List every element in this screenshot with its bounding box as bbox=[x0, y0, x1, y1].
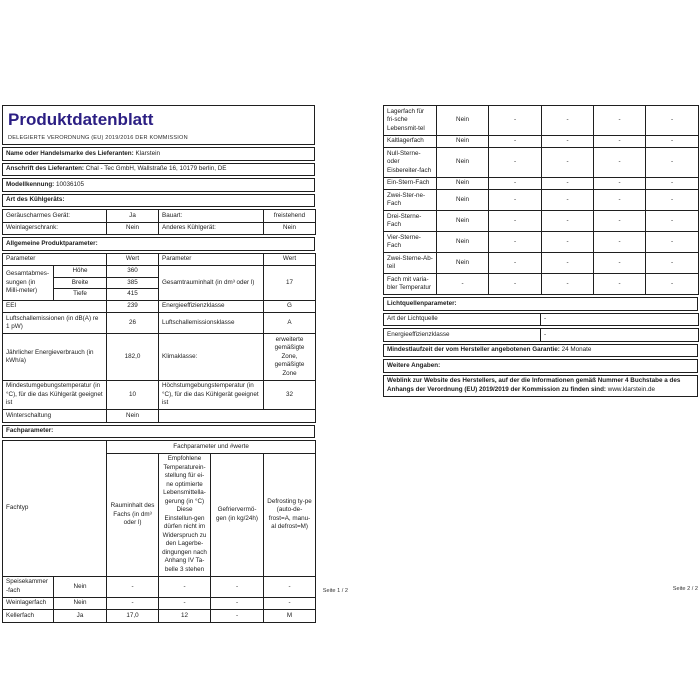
cell: Bauart: bbox=[159, 210, 264, 223]
cell: - bbox=[489, 253, 542, 274]
cell: - bbox=[264, 576, 316, 597]
cell: - bbox=[594, 274, 646, 295]
cell: - bbox=[107, 597, 159, 610]
cell: Nein bbox=[107, 222, 159, 235]
warranty-label: Mindestlaufzeit der vom Hersteller angebotenen Garantie: bbox=[387, 346, 560, 353]
cell: Ja bbox=[107, 210, 159, 223]
cell: - bbox=[159, 576, 211, 597]
cell: - bbox=[541, 313, 699, 326]
cell: Nein bbox=[54, 576, 107, 597]
cell: - bbox=[489, 106, 542, 136]
page-1 bbox=[2, 105, 315, 625]
title-box bbox=[2, 105, 315, 145]
cell: Anderes Kühlgerät: bbox=[159, 222, 264, 235]
energy-row bbox=[3, 334, 316, 381]
cell: - bbox=[489, 177, 542, 190]
table-row bbox=[384, 329, 699, 342]
temperature-row bbox=[3, 380, 316, 410]
cell: Parameter bbox=[159, 253, 264, 266]
cell: - bbox=[437, 274, 489, 295]
cell: - bbox=[489, 135, 542, 148]
cell: Null-Sterne- oder Eisbereiter-fach bbox=[384, 148, 437, 178]
page2-footer: Seite 2 / 2 bbox=[672, 586, 698, 592]
fachtyp-corner-cell: Fachtyp bbox=[3, 441, 107, 577]
cell: EEI bbox=[3, 300, 107, 313]
cell: Wert bbox=[107, 253, 159, 266]
more-info-header: Weitere Angaben: bbox=[384, 360, 698, 373]
cell: Geräuscharmes Gerät: bbox=[3, 210, 107, 223]
cell: Zwei-Ster-ne-Fach bbox=[384, 190, 437, 211]
cell: - bbox=[594, 106, 646, 136]
table-row bbox=[384, 232, 699, 253]
cell: Ein-Stern-Fach bbox=[384, 177, 437, 190]
cell: 17,0 bbox=[107, 610, 159, 623]
model-id-cell bbox=[3, 179, 315, 192]
light-source-header-row bbox=[383, 297, 698, 311]
compartment-parameters-table bbox=[2, 440, 316, 623]
cell: 385 bbox=[107, 277, 159, 289]
general-parameters-header: Allgemeine Produktparameter: bbox=[3, 238, 315, 251]
cell: - bbox=[646, 211, 699, 232]
cell: - bbox=[646, 253, 699, 274]
cell: Nein bbox=[437, 106, 489, 136]
table-row bbox=[3, 576, 316, 597]
cell: - bbox=[646, 177, 699, 190]
cell: Kellerfach bbox=[3, 610, 54, 623]
cell: - bbox=[264, 597, 316, 610]
cell: 10 bbox=[107, 380, 159, 410]
cell: Jährlicher Energieverbrauch (in kWh/a) bbox=[3, 334, 107, 381]
light-source-type-row bbox=[383, 313, 699, 327]
cell: - bbox=[107, 576, 159, 597]
supplier-name-cell bbox=[3, 148, 315, 161]
supplier-address-row bbox=[2, 163, 315, 177]
cell: - bbox=[542, 148, 594, 178]
cell: Zwei-Sterne-Ab-teil bbox=[384, 253, 437, 274]
cell: Kaltlagerfach bbox=[384, 135, 437, 148]
parameters-head-row bbox=[3, 253, 316, 266]
table-row bbox=[384, 106, 699, 136]
supplier-name-value: Klarstein bbox=[135, 149, 160, 157]
cell: Weinlagerfach bbox=[3, 597, 54, 610]
cell: - bbox=[542, 135, 594, 148]
device-type-header-row bbox=[2, 194, 315, 208]
cell: - bbox=[542, 177, 594, 190]
cell: Nein bbox=[437, 148, 489, 178]
cell: Höhe bbox=[54, 266, 107, 278]
cell: - bbox=[594, 232, 646, 253]
cell: Höchstumgebungstemperatur (in °C), für die das Kühlgerät geeignet ist bbox=[159, 380, 264, 410]
winter-row bbox=[3, 410, 316, 423]
cell: - bbox=[542, 274, 594, 295]
device-type-header: Art des Kühlgeräts: bbox=[3, 194, 315, 207]
noise-row bbox=[3, 313, 316, 334]
cell: - bbox=[489, 190, 542, 211]
cell: - bbox=[489, 148, 542, 178]
model-id-value: 10036105 bbox=[56, 180, 85, 188]
cell: Tiefe bbox=[54, 289, 107, 301]
cell: Nein bbox=[437, 232, 489, 253]
document-title: Produktdatenblatt bbox=[8, 110, 154, 129]
page2-compartments-table bbox=[383, 105, 699, 295]
dimensions-row-hoehe bbox=[3, 266, 316, 278]
compartment-group-header-row bbox=[3, 441, 316, 454]
cell: 360 bbox=[107, 266, 159, 278]
light-source-header: Lichtquellenparameter: bbox=[384, 298, 698, 311]
dimensions-label: Gesamtabmes-sungen (in Milli-meter) bbox=[3, 266, 54, 301]
cell: - bbox=[211, 576, 264, 597]
table-row bbox=[384, 274, 699, 295]
cell: Nein bbox=[437, 135, 489, 148]
cell: - bbox=[646, 274, 699, 295]
table-row bbox=[384, 211, 699, 232]
cell: Luftschallemissionsklasse bbox=[159, 313, 264, 334]
cell: Mindestumgebungstemperatur (in °C), für die das Kühlgerät geeignet ist bbox=[3, 380, 107, 410]
device-type-row-2 bbox=[3, 222, 316, 235]
cell: - bbox=[594, 148, 646, 178]
cell: - bbox=[542, 253, 594, 274]
supplier-address-label: Anschrift des Lieferanten: bbox=[6, 165, 85, 173]
table-row bbox=[3, 610, 316, 623]
cell: 12 bbox=[159, 610, 211, 623]
general-parameters-table bbox=[2, 253, 316, 423]
col-header-defrost: Defrosting ty-pe (auto-de-frost=A, manu-al defrost=M) bbox=[264, 453, 316, 576]
weblink-value: www.klarstein.de bbox=[607, 385, 656, 393]
cell: Speisekammer-fach bbox=[3, 576, 54, 597]
cell: - bbox=[646, 232, 699, 253]
table-row bbox=[384, 253, 699, 274]
cell: Wert bbox=[264, 253, 316, 266]
weblink-label: Weblink zur Website des Herstellers, auf der die Informationen gemäß Nummer 4 Buchstabe a des Anhangs der Verordnung (EU) 2019/2019 der Kommission zu finden sind: bbox=[387, 377, 681, 393]
winter-label: Winterschaltung bbox=[3, 410, 107, 423]
warranty-value: 24 Monate bbox=[561, 346, 592, 353]
cell: Vier-Sterne-Fach bbox=[384, 232, 437, 253]
table-row bbox=[384, 190, 699, 211]
cell: Parameter bbox=[3, 253, 107, 266]
cell: 182,0 bbox=[107, 334, 159, 381]
device-type-table bbox=[2, 209, 316, 235]
cell: - bbox=[159, 597, 211, 610]
weblink-row bbox=[383, 375, 698, 397]
supplier-name-row bbox=[2, 147, 315, 161]
cell: - bbox=[542, 232, 594, 253]
cell: 239 bbox=[107, 300, 159, 313]
cell: - bbox=[489, 274, 542, 295]
empty-cell bbox=[159, 410, 316, 423]
cell: Nein bbox=[437, 190, 489, 211]
cell: Nein bbox=[54, 597, 107, 610]
warranty-row bbox=[383, 344, 698, 358]
cell: - bbox=[211, 597, 264, 610]
cell: Nein bbox=[264, 222, 316, 235]
cell: - bbox=[646, 190, 699, 211]
cell: A bbox=[264, 313, 316, 334]
cell: - bbox=[489, 232, 542, 253]
cell: - bbox=[542, 106, 594, 136]
compartment-header-row bbox=[2, 425, 315, 439]
group-header-cell: Fachparameter und #werte bbox=[107, 441, 316, 454]
more-info-header-row bbox=[383, 359, 698, 373]
cell: 26 bbox=[107, 313, 159, 334]
supplier-address-cell bbox=[3, 163, 315, 176]
model-id-label: Modellkennung: bbox=[6, 180, 55, 188]
cell: Ja bbox=[54, 610, 107, 623]
supplier-name-label: Name oder Handelsmarke des Lieferanten: bbox=[6, 149, 134, 157]
title-row bbox=[3, 106, 315, 145]
cell: - bbox=[646, 148, 699, 178]
cell: Fach mit varia-bler Temperatur bbox=[384, 274, 437, 295]
cell: - bbox=[541, 329, 699, 342]
cell: - bbox=[594, 177, 646, 190]
page1-footer: Seite 1 / 2 bbox=[322, 588, 348, 594]
cell: Drei-Sterne-Fach bbox=[384, 211, 437, 232]
volume-value: 17 bbox=[264, 266, 316, 301]
col-header-freezing: Gefriervermö-gen (in kg/24h) bbox=[211, 453, 264, 576]
cell: - bbox=[646, 135, 699, 148]
table-row bbox=[3, 597, 316, 610]
cell: - bbox=[542, 190, 594, 211]
device-type-row-1 bbox=[3, 210, 316, 223]
general-parameters-header-row bbox=[2, 237, 315, 251]
cell: Energieeffizienzklasse bbox=[384, 329, 541, 342]
cell: - bbox=[489, 211, 542, 232]
cell: - bbox=[594, 253, 646, 274]
warranty-cell bbox=[384, 344, 698, 357]
cell: Weinlagerschrank: bbox=[3, 222, 107, 235]
cell: Nein bbox=[437, 177, 489, 190]
cell: Luftschallemissionen (in dB(A) re 1 pW) bbox=[3, 313, 107, 334]
volume-label: Gesamtrauminhalt (in dm³ oder l) bbox=[159, 266, 264, 301]
regulation-subtitle: DELEGIERTE VERORDNUNG (EU) 2019/2016 DER KOMMISSION bbox=[8, 134, 188, 141]
model-id-row bbox=[2, 178, 315, 192]
cell: Lagerfach für fri-sche Lebensmit-tel bbox=[384, 106, 437, 136]
cell: - bbox=[594, 211, 646, 232]
cell: erweiterte gemäßigte Zone, gemäßigte Zone bbox=[264, 334, 316, 381]
table-row bbox=[384, 148, 699, 178]
cell: - bbox=[594, 135, 646, 148]
cell: Energieeffizienzklasse bbox=[159, 300, 264, 313]
cell: Klimaklasse: bbox=[159, 334, 264, 381]
cell: 32 bbox=[264, 380, 316, 410]
title-cell bbox=[3, 106, 315, 145]
weblink-cell bbox=[384, 375, 698, 396]
cell: Art der Lichtquelle bbox=[384, 313, 541, 326]
cell: - bbox=[646, 106, 699, 136]
cell: - bbox=[211, 610, 264, 623]
cell: - bbox=[594, 190, 646, 211]
table-row bbox=[384, 177, 699, 190]
cell: freistehend bbox=[264, 210, 316, 223]
cell: 415 bbox=[107, 289, 159, 301]
cell: Breite bbox=[54, 277, 107, 289]
cell: Nein bbox=[437, 211, 489, 232]
col-header-temperature: Empfohlene Temperaturein-stellung für ei-ne optimierte Lebensmittella-gerung (in °C) Diese Einstellun-gen dürfen nicht im Widerspruch zu den Lagerbe-dingungen nach Anhang IV Ta-belle 3 stehen bbox=[159, 453, 211, 576]
winter-value: Nein bbox=[107, 410, 159, 423]
eei-row bbox=[3, 300, 316, 313]
table-row bbox=[384, 313, 699, 326]
light-source-class-row bbox=[383, 328, 699, 342]
table-row bbox=[384, 135, 699, 148]
cell: Nein bbox=[437, 253, 489, 274]
compartment-header: Fachparameter: bbox=[3, 425, 315, 438]
cell: G bbox=[264, 300, 316, 313]
cell: M bbox=[264, 610, 316, 623]
page-2 bbox=[383, 105, 698, 399]
supplier-address-value: Chal - Tec GmbH, Wallstraße 16, 10179 berlin, DE bbox=[85, 165, 227, 173]
cell: - bbox=[542, 211, 594, 232]
col-header-volume: Rauminhalt des Fachs (in dm³ oder l) bbox=[107, 453, 159, 576]
